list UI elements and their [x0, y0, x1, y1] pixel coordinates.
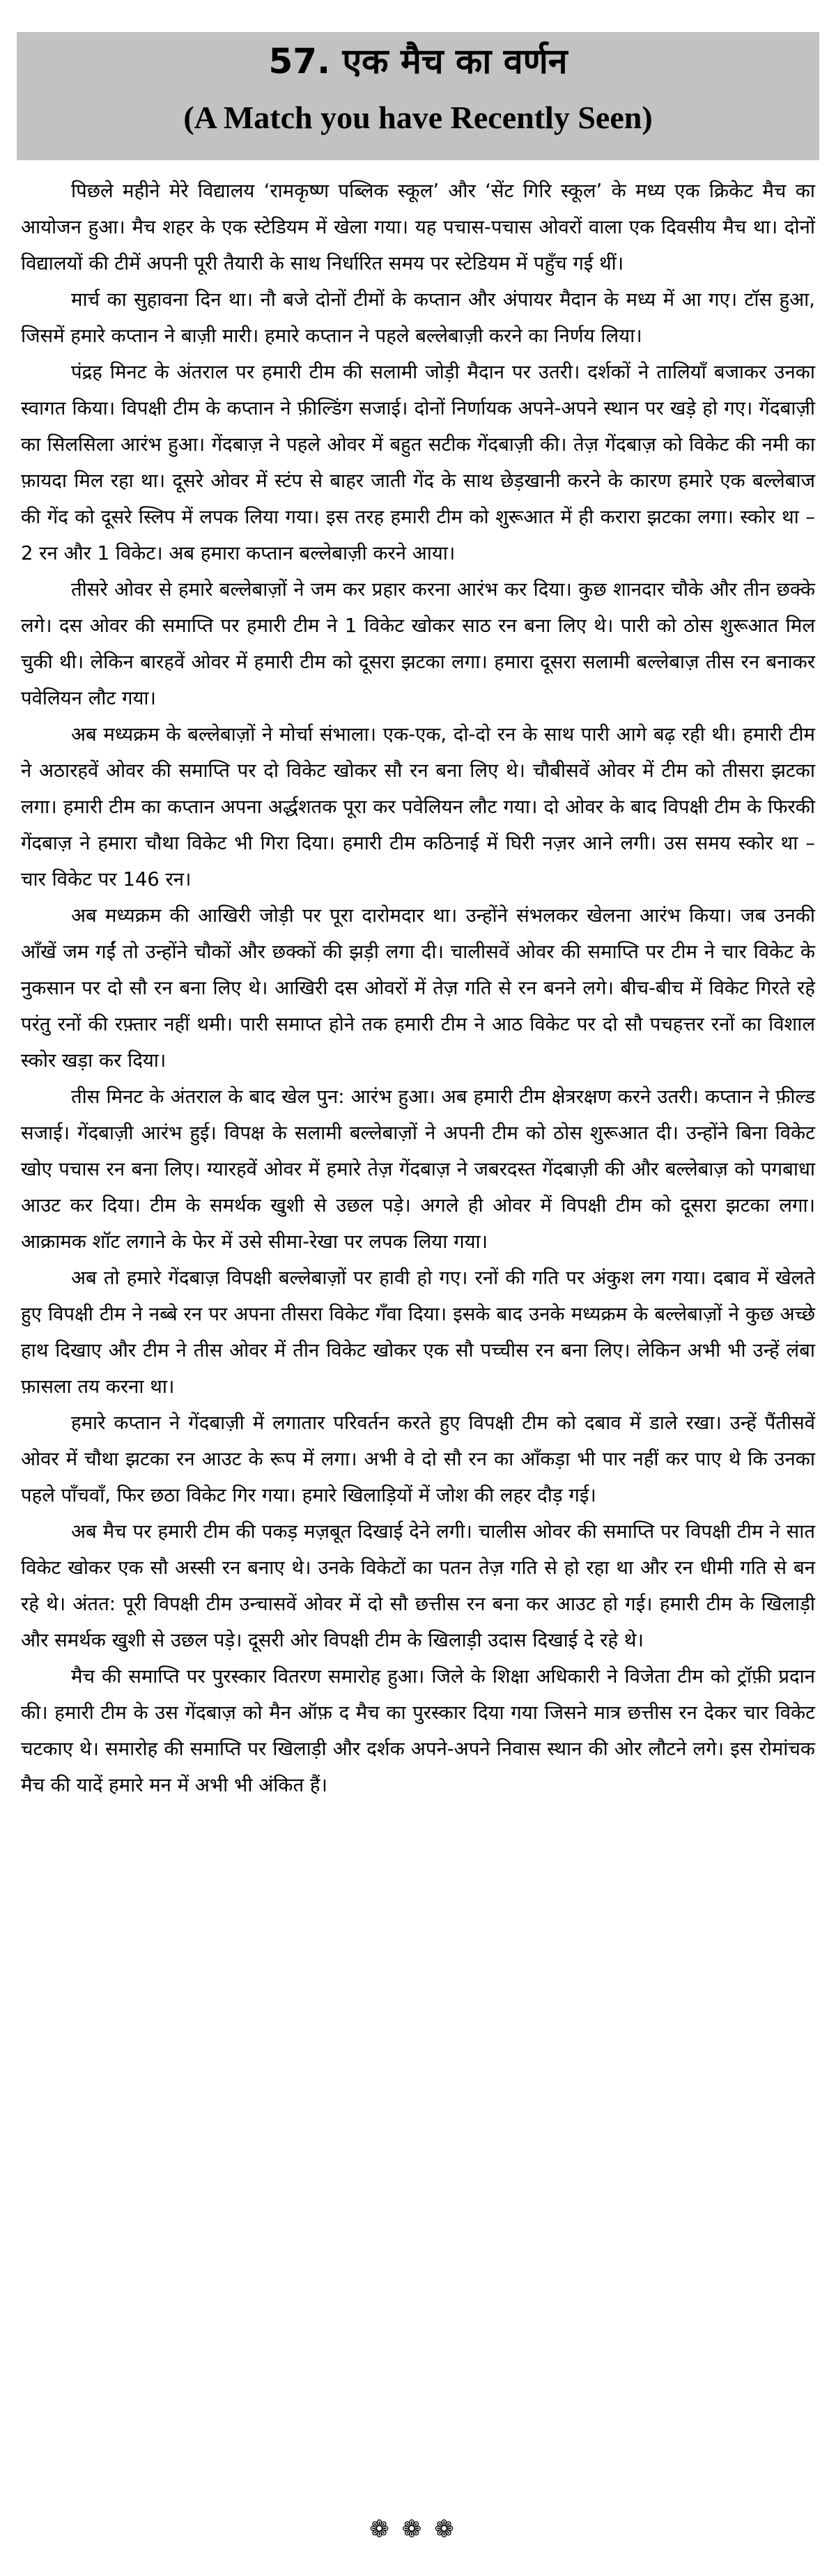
paragraph-3: पंद्रह मिनट के अंतराल पर हमारी टीम की सलामी जोड़ी मैदान पर उतरी। दर्शकों ने तालियाँ बजाकर उनका स्वागत किया। विपक्षी टीम के कप्तान ने फ़ील्डिंग सजाई। दोनों निर्णायक अपने-अपने स्थान पर खड़े हो गए। गेंदबाज़ी का सिलसिला आरंभ हुआ। गेंदबाज़ ने पहले ओवर में बहुत सटीक गेंदबाज़ी की। तेज़ गेंदबाज़ को विकेट की नमी का फ़ायदा मिल रहा था। दूसरे ओवर में स्टंप से बाहर जाती गेंद के साथ छेड़खानी करने के कारण हमारे एक बल्लेबाज की गेंद को दूसरे स्लिप में लपक लिया गया। इस तरह हमारी टीम को शुरूआत में ही करारा झटका लगा। स्कोर था – 2 रन और 1 विकेट। अब हमारा कप्तान बल्लेबाज़ी करने आया। — [21, 361, 815, 564]
flower-ornament-icon: ❁❁❁ — [369, 2515, 467, 2543]
paragraph-9: हमारे कप्तान ने गेंदबाज़ी में लगातार परिवर्तन करते हुए विपक्षी टीम को दबाव में डाले रखा। उन्हें पैंतीसवें ओवर में चौथा झटका रन आउट के रूप में लगा। अभी वे दो सौ रन का आँकड़ा भी पार नहीं कर पाए थे कि उनका पहले पाँचवाँ, फिर छठा विकेट गिर गया। हमारे खिलाड़ियों में जोश की लहर दौड़ गई। — [21, 1412, 815, 1506]
paragraph-5: अब मध्यक्रम के बल्लेबाज़ों ने मोर्चा संभाला। एक-एक, दो-दो रन के साथ पारी आगे बढ़ रही थी। हमारी टीम ने अठारहवें ओवर की समाप्ति पर दो विकेट खोकर सौ रन बना लिए थे। चौबीसवें ओवर में टीम को तीसरा झटका लगा। हमारी टीम का कप्तान अपना अर्द्धशतक पूरा कर पवेलियन लौट गया। दो ओवर के बाद विपक्षी टीम के फिरकी गेंदबाज़ ने हमारा चौथा विकेट भी गिरा दिया। हमारी टीम कठिनाई में घिरी नज़र आने लगी। उस समय स्कोर था – चार विकेट पर 146 रन। — [21, 723, 815, 890]
paragraph-1: पिछले महीने मेरे विद्यालय ‘रामकृष्ण पब्लिक स्कूल’ और ‘सेंट गिरि स्कूल’ के मध्य एक क्रिकेट मैच का आयोजन हुआ। मैच शहर के एक स्टेडियम में खेला गया। यह पचास-पचास ओवरों वाला एक दिवसीय मैच था। दोनों विद्यालयों की टीमें अपनी पूरी तैयारी के साथ निर्धारित समय पर स्टेडियम में पहुँच गई थीं। — [21, 180, 815, 275]
essay-subtitle: (A Match you have Recently Seen) — [183, 100, 653, 135]
essay-title: 57. एक मैच का वर्णन — [268, 41, 568, 82]
paragraph-2: मार्च का सुहावना दिन था। नौ बजे दोनों टीमों के कप्तान और अंपायर मैदान के मध्य में आ गए। टॉस हुआ, जिसमें हमारे कप्तान ने बाज़ी मारी। हमारे कप्तान ने पहले बल्लेबाज़ी करने का निर्णय लिया। — [21, 288, 815, 347]
paragraph-6: अब मध्यक्रम की आखिरी जोड़ी पर पूरा दारोमदार था। उन्होंने संभलकर खेलना आरंभ किया। जब उनकी आँखें जम गईं तो उन्होंने चौकों और छक्कों की झड़ी लगा दी। चालीसवें ओवर की समाप्ति पर टीम ने चार विकेट के नुकसान पर दो सौ रन बना लिए थे। आखिरी दस ओवरों में तेज़ गति से रन बनने लगे। बीच-बीच में विकेट गिरते रहे परंतु रनों की रफ़्तार नहीं थमी। पारी समाप्त होने तक हमारी टीम ने आठ विकेट पर दो सौ पचहत्तर रनों का विशाल स्कोर खड़ा कर दिया। — [21, 904, 815, 1072]
paragraph-4: तीसरे ओवर से हमारे बल्लेबाज़ों ने जम कर प्रहार करना आरंभ कर दिया। कुछ शानदार चौके और तीन छक्के लगे। दस ओवर की समाप्ति पर हमारी टीम ने 1 विकेट खोकर साठ रन बना लिए थे। पारी को ठोस शुरूआत मिल चुकी थी। लेकिन बारहवें ओवर में हमारी टीम को दूसरा झटका लगा। हमारा दूसरा सलामी बल्लेबाज़ तीस रन बनाकर पवेलियन लौट गया। — [21, 578, 815, 709]
paragraph-8: अब तो हमारे गेंदबाज़ विपक्षी बल्लेबाज़ों पर हावी हो गए। रनों की गति पर अंकुश लग गया। दबाव में खेलते हुए विपक्षी टीम ने नब्बे रन पर अपना तीसरा विकेट गँवा दिया। इसके बाद उनके मध्यक्रम के बल्लेबाज़ों ने कुछ अच्छे हाथ दिखाए और टीम ने तीस ओवर में तीन विकेट खोकर एक सौ पच्चीस रन बना लिए। लेकिन अभी भी उन्हें लंबा फ़ासला तय करना था। — [21, 1267, 815, 1398]
paragraph-7: तीस मिनट के अंतराल के बाद खेल पुन: आरंभ हुआ। अब हमारी टीम क्षेत्ररक्षण करने उतरी। कप्तान ने फ़ील्ड सजाई। गेंदबाज़ी आरंभ हुई। विपक्ष के सलामी बल्लेबाज़ों ने अपनी टीम को ठोस शुरूआत दी। उन्होंने बिना विकेट खोए पचास रन बना लिए। ग्यारहवें ओवर में हमारे तेज़ गेंदबाज़ ने जबरदस्त गेंदबाज़ी की और बल्लेबाज़ को पगबाधा आउट कर दिया। टीम के समर्थक खुशी से उछल पड़े। अगले ही ओवर में विपक्षी टीम को दूसरा झटका लगा। आक्रामक शॉट लगाने के फेर में उसे सीमा-रेखा पर लपक लिया गया। — [21, 1086, 815, 1253]
essay-body — [21, 173, 815, 1803]
paragraph-10: अब मैच पर हमारी टीम की पकड़ मज़बूत दिखाई देने लगी। चालीस ओवर की समाप्ति पर विपक्षी टीम ने सात विकेट खोकर एक सौ अस्सी रन बनाए थे। उनके विकेटों का पतन तेज़ गति से हो रहा था और रन धीमी गति से बन रहे थे। अंतत: पूरी विपक्षी टीम उन्चासवें ओवर में दो सौ छत्तीस रन बना कर आउट हो गई। हमारी टीम के खिलाड़ी और समर्थक खुशी से उछल पड़े। दूसरी ओर विपक्षी टीम के खिलाड़ी उदास दिखाई दे रहे थे। — [21, 1520, 815, 1651]
paragraph-11: मैच की समाप्ति पर पुरस्कार वितरण समारोह हुआ। जिले के शिक्षा अधिकारी ने विजेता टीम को ट्रॉफ़ी प्रदान की। हमारी टीम के उस गेंदबाज़ को मैन ऑफ़ द मैच का पुरस्कार दिया गया जिसने मात्र छत्तीस रन देकर चार विकेट चटकाए थे। समारोह की समाप्ति पर खिलाड़ी और दर्शक अपने-अपने निवास स्थान की ओर लौटने लगे। इस रोमांचक मैच की यादें हमारे मन में अभी भी अंकित हैं। — [21, 1665, 815, 1796]
